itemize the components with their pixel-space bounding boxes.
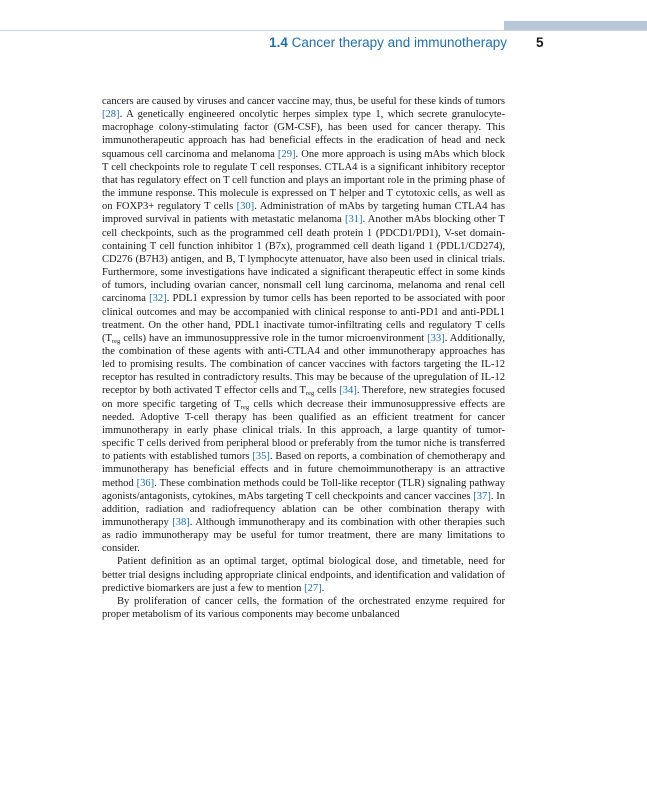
subscript: reg <box>240 403 250 411</box>
citation-link[interactable]: [31] <box>344 214 363 226</box>
header-accent-bar <box>504 21 647 30</box>
page-number: 5 <box>536 35 544 50</box>
text-run: . Another mAbs blocking other T cell checkpoints, such as the programmed cell death protein 1 (PDCD1/PD1), V-set domain-containing T cell function inhibitor 1 (B7x), programmed cell death ligand 1 (PDL1/CD274), CD276 (B7H3) antigen, and B, T lymphocyte attenuator, have also been used in clinical trials. Furthermore, some investigations have indicated a significant therapeutic effect in some kinds of tumors, including ovarian cancer, nonsmall cell lung carcinoma, melanoma and renal cell carcinoma <box>102 214 505 305</box>
text-run: cancers are caused by viruses and cancer vaccine may, thus, be useful for these kinds of tumors <box>102 96 505 107</box>
text-run: . Therefore, new strategies focused on more specific targeting of T <box>102 385 505 410</box>
text-run: . PDL1 expression by tumor cells has been reported to be associated with poor clinical outcomes and may be accompanied with clinical response to anti-PD1 and anti-PDL1 treatment. On the other hand, PDL1 inactivate tumor-infiltrating cells and regulatory T cells (T <box>102 293 505 344</box>
header-rule <box>0 30 647 31</box>
text-run: . Administration of mAbs by targeting human CTLA4 has improved survival in patients with metastatic melanoma <box>102 201 505 226</box>
paragraph-3 <box>102 595 505 621</box>
citation-link[interactable]: [36] <box>136 477 155 489</box>
text-run: . Based on reports, a combination of chemotherapy and immunotherapy has beneficial effects and in future chemoimmunotherapy is an attractive method <box>102 451 505 489</box>
text-run: . These combination methods could be Toll-like receptor (TLR) signaling pathway agonists/antagonists, cytokines, mAbs targeting T cell checkpoints and cancer vaccines <box>102 477 505 502</box>
citation-link[interactable]: [33] <box>427 332 445 344</box>
paragraph-2 <box>102 555 505 594</box>
running-head <box>0 35 507 50</box>
paragraph-1 <box>102 95 505 555</box>
section-title: Cancer therapy and immunotherapy <box>291 35 507 50</box>
text-run: . In addition, radiation and radiofrequency ablation can be other combination therapy with immunotherapy <box>102 490 506 528</box>
citation-link[interactable]: [29] <box>277 148 296 160</box>
text-run: Patient definition as an optimal target, optimal biological dose, and timetable, need for better trial designs including appropriate clinical endpoints, and identification and validation of predictive biomarkers are just a few to mention <box>102 556 505 594</box>
text-run: . Although immunotherapy and its combination with other therapies such as radio immunotherapy may be useful for tumor treatment, there are many limitations to consider. <box>102 517 506 555</box>
text-run: . <box>321 582 325 594</box>
body-text <box>102 95 505 621</box>
text-run: . Additionally, the combination of these agents with anti-CTLA4 and other immunotherapy approaches has led to promising results. The combination of cancer vaccines with factors targeting the IL-12 receptor has resulted in contradictory results. This may be because of the upregulation of IL-12 receptor by both activated T effector cells and T <box>102 332 505 397</box>
subscript: reg <box>305 390 315 398</box>
citation-link[interactable]: [28] <box>102 109 120 121</box>
citation-link[interactable]: [27] <box>304 582 322 594</box>
citation-link[interactable]: [30] <box>236 201 255 213</box>
subscript: reg <box>111 337 121 345</box>
citation-link[interactable]: [35] <box>252 451 270 463</box>
citation-link[interactable]: [34] <box>339 385 357 397</box>
citation-link[interactable]: [32] <box>149 293 167 305</box>
text-run: By proliferation of cancer cells, the formation of the orchestrated enzyme required for proper metabolism of its various components may become unbalanced <box>102 595 505 621</box>
text-run: cells) have an immunosuppressive role in the tumor microenvironment <box>120 332 428 344</box>
citation-link[interactable]: [37] <box>473 490 491 502</box>
text-run: cells <box>314 385 340 397</box>
text-run: . One more approach is using mAbs which block T cell checkpoints role to regulate T cell responses. CTLA4 is a significant inhibitory receptor that has regulatory effect on T cell function and plays an important role in the priming phase of the immune response. This molecule is expressed on T helper and T cytotoxic cells, as well as on FOXP3+ regulatory T cells <box>102 148 506 213</box>
text-run: . A genetically engineered oncolytic herpes simplex type 1, which secrete granulocyte-macrophage colony-stimulating factor (GM-CSF), has been used for cancer therapy. This immunotherapeutic approach has had beneficial effects in the eradication of head and neck squamous cell carcinoma and melanoma <box>102 109 505 160</box>
text-run: cells which decrease their immunosuppressive effects are needed. Adoptive T-cell therapy has been qualified as an efficient treatment for cancer immunotherapy in early phase clinical trials. In this approach, a large quantity of tumor-specific T cells derived from peripheral blood or preferably from the tumor niche is transferred to patients with established tumors <box>102 398 506 463</box>
citation-link[interactable]: [38] <box>172 517 190 528</box>
section-number: 1.4 <box>269 35 288 50</box>
